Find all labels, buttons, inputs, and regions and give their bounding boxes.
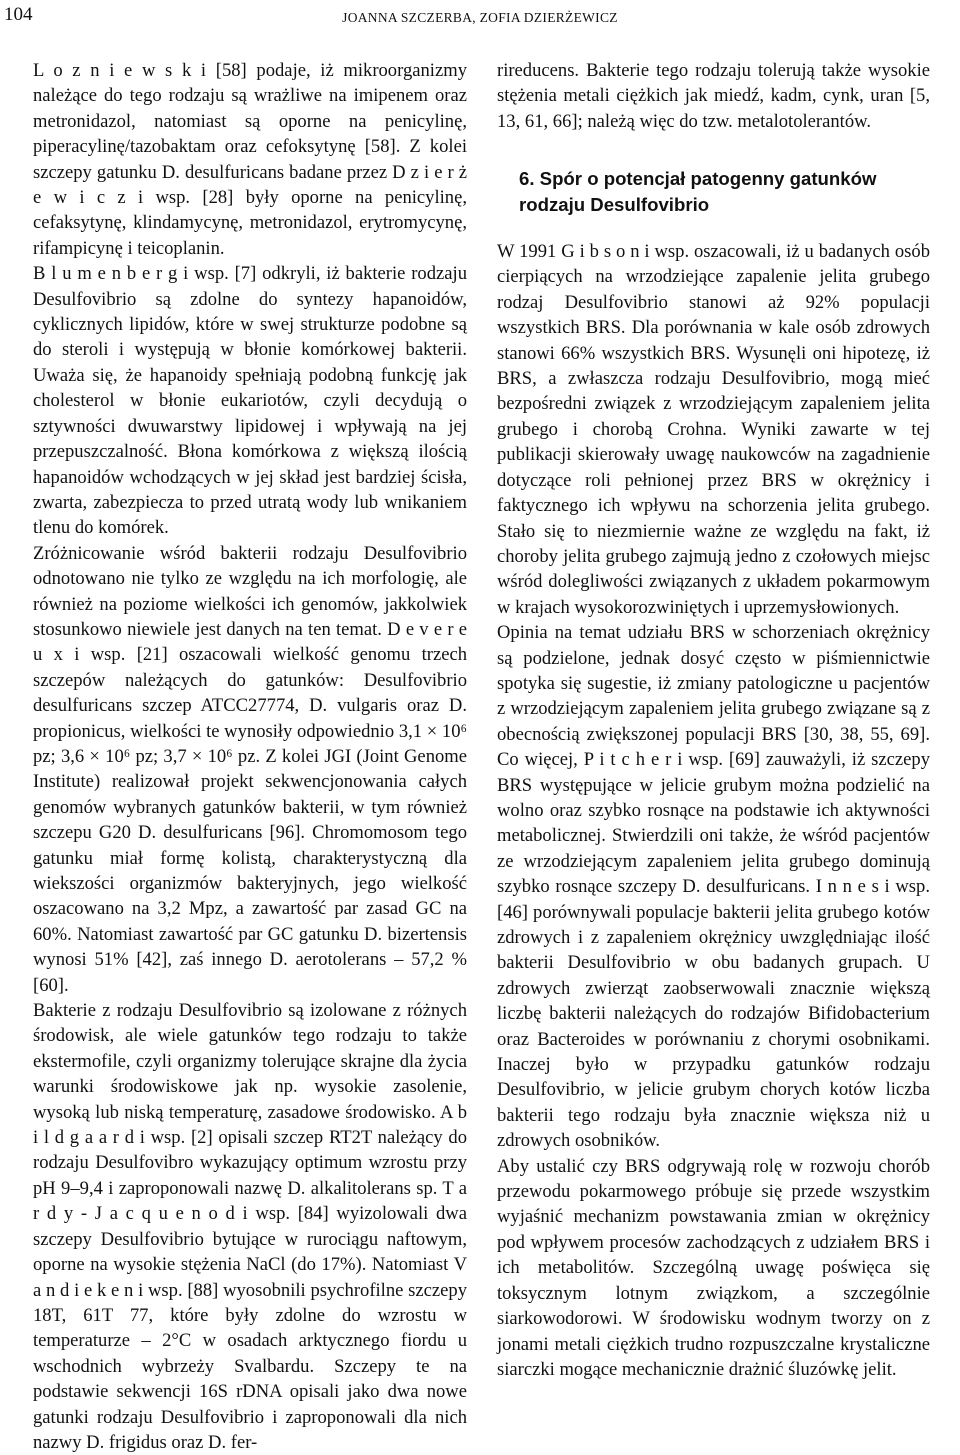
section-heading: 6. Spór o potencjał patogenny gatunków rodzaju Desulfovibrio [519, 168, 877, 215]
paragraph-extremophiles: Bakterie z rodzaju Desulfovibrio są izolowane z różnych środowisk, ale wiele gatunków tego rodzaju to także ekstermofile, czyli organizmy tolerujące skrajne dla życia warunki środowiskowe jak np. wysokie zasolenie, wysoką lub niską temperaturę, zasadowe środowisko. A b i l d g a a r d i wsp. [2] opisali szczep RT2T należący do rodzaju Desulfovibro wykazujący optimum wzrostu przy pH 9–9,4 i zaproponowali nazwę D. alkalitolerans sp. T a r d y - J a c q u e n o d i wsp. [84] wyizolowali dwa szczepy Desulfovibrio bytujące w rurociągu naftowym, oporne na wysokie stężenia NaCl (do 17%). Natomiast V a n d i e k e n i wsp. [88] wyosobnili psychrofilne szczepy 18T, 61T 77, które były zdolne do wzrostu w temperaturze – 2°C w osadach arktycznego fiordu u wschodnich wybrzeży Svalbardu. Szczepy te na podstawie sekwencji 16S rDNA opisali jako dwa nowe gatunki rodzaju Desulfovibrio i zaproponowali dla nich nazwy D. frigidus oraz D. fer- [33, 1000, 467, 1453]
right-column [497, 58, 930, 1382]
left-column [33, 58, 467, 1455]
paragraph-genome-size: Zróżnicowanie wśród bakterii rodzaju Desulfovibrio odnotowano nie tylko ze względu na ich morfologię, ale również na poziome wielkości ich genomów, jakkolwiek stosunkowo niewiele jest danych na ten temat. D e v e r e u x i wsp. [21] oszacowali wielkość genomu trzech szczepów należących do gatunków: Desulfovibrio desulfuricans szczep ATCC27774, D. vulgaris oraz D. propionicus, wielkości te wynosiły odpowiednio 3,1 × 10⁶ pz; 3,6 × 10⁶ pz; 3,7 × 10⁶ pz. Z kolei JGI (Joint Genome Institute) realizował projekt sekwencjonowania całych genomów wybranych gatunków bakterii, w tym również szczepu G20 D. desulfuricans [96]. Chromomosom tego gatunku miał formę kolistą, charakterystyczną dla wiekszości organizmów bakteryjnych, jego wielkość oszacowano na 3,2 Mpz, a zawartość par zasad GC na 60%. Natomiast zawartość par GC gatunku D. bizertensis wynosi 51% [42], zaś innego D. aerotolerans – 57,2 % [60]. [33, 542, 467, 996]
paragraph-gibson-study: W 1991 G i b s o n i wsp. oszacowali, iż u badanych osób cierpiących na wrzodziejące zapalenie jelita grubego rodzaj Desulfovibrio stanowi aż 92% populacji wszystkich BRS. Dla porównania w kale osób zdrowych stanowi 66% wszystkich BRS. Wysunęli oni hipotezę, iż BRS, a zwłaszcza rodzaju Desulfovibrio, mogą mieć bezpośredni związek z wrzodziejącym zapaleniem jelita grubego i chorobą Crohna. Wyniki zawarte w tej publikacji skierowały uwagę naukowców na zagadnienie dotyczące roli pełnionej przez BRS w okrężnicy i faktycznego ich wpływu na schorzenia jelita grubego. Stało się to niezmiernie ważne ze względu na fakt, iż choroby jelita grubego zajmują jedno z czołowych miejsc wśród dolegliwości związanych z układem pokarmowym w krajach wysokorozwiniętych i uprzemysłowionych. [497, 241, 930, 618]
paragraph-metal-tolerance: rireducens. Bakterie tego rodzaju tolerują także wysokie stężenia metali ciężkich jak miedź, kadm, cynk, uran [5, 13, 61, 66]; należą więc do tzw. metalotolerantów. [497, 60, 930, 132]
page-number: 104 [4, 4, 33, 25]
page-header [0, 4, 960, 34]
paragraph-hapanoids: B l u m e n b e r g i wsp. [7] odkryli, iż bakterie rodzaju Desulfovibrio są zdolne do syntezy hapanoidów, cyklicznych lipidów, które w swej strukturze podobne są do steroli i występują w błonie komórkowej bakterii. Uważa się, że hapanoidy spełniają podobną funkcję jak cholesterol w błonie eukariotów, czyli decydują o sztywności dwuwarstwy lipidowej i wpływają na jej przepuszczalność. Błona komórkowa z większą ilością hapanoidów wchodzących w jej skład jest bardziej ścisła, zwarta, zabezpiecza to przed utratą wody lub wnikaniem tlenu do komórek. [33, 263, 467, 539]
paragraph-mechanism: Aby ustalić czy BRS odgrywają rolę w rozwoju chorób przewodu pokarmowego próbuje się przede wszystkim wyjaśnić mechanizm powstawania zmian w okrężnicy pod wpływem procesów zachodzących z udziałem BRS i ich metabolitów. Szczególną uwagę poświęca się toksycznym lotnym związkom, a szczególnie siarkowodorowi. W środowisku wodnym tworzy on z jonami metali ciężkich trudno rozpuszczalne krystaliczne siarczki mogące mechanicznie drażnić śluzówkę jelit. [497, 1155, 930, 1380]
paragraph-antibiotic-resistance: L o z n i e w s k i [58] podaje, iż mikroorganizmy należące do tego rodzaju są wrażliwe na imipenem oraz metronidazol, natomiast są oporne na penicylinę, piperacylinę/tazobaktam oraz cefoksytynę [58]. Z kolei szczepy gatunku D. desulfuricans badane przez D z i e r ż e w i c z i wsp. [28] były oporne na penicylinę, cefaksytynę, klindamycynę, metronidazol, erytromycynę, rifampicynę i teicoplanin. [33, 60, 467, 259]
running-head: JOANNA SZCZERBA, ZOFIA DZIERŻEWICZ [342, 10, 618, 25]
paragraph-brs-opinion: Opinia na temat udziału BRS w schorzeniach okrężnicy są podzielone, jednak dosyć często w piśmiennictwie spotyka się sugestie, iż zmiany patologiczne u pacjentów z wrzodziejącym zapaleniem jelita grubego związane są z obecnością zwiększonej populacji BRS [30, 38, 55, 69]. Co więcej, P i t c h e r i wsp. [69] zauważyli, iż szczepy BRS występujące w jelicie grubym można podzielić na wolno oraz szybko rosnące na podstawie ich aktywności metabolicznej. Stwierdzili oni także, że wśród pacjentów ze wrzodziejącym zapaleniem jelita grubego dominują szybko rosnące szczepy D. desulfuricans. I n n e s i wsp. [46] porównywali populacje bakterii jelita grubego kotów zdrowych i z zapaleniem okrężnicy uwzględniając ilość bakterii Desulfovibrio w obu badanych grupach. U zdrowych zwierząt zaobserwowali znacznie większą liczbę bakterii należących do rodzajów Bifidobacterium oraz Bacteroides w porównaniu z chorymi osobnikami. Inaczej było w przypadku gatunków rodzaju Desulfovibrio, w jelicie grubym chorych kotów liczba bakterii tego rodzaju była znacznie większa niż u zdrowych osobników. [497, 622, 930, 1152]
